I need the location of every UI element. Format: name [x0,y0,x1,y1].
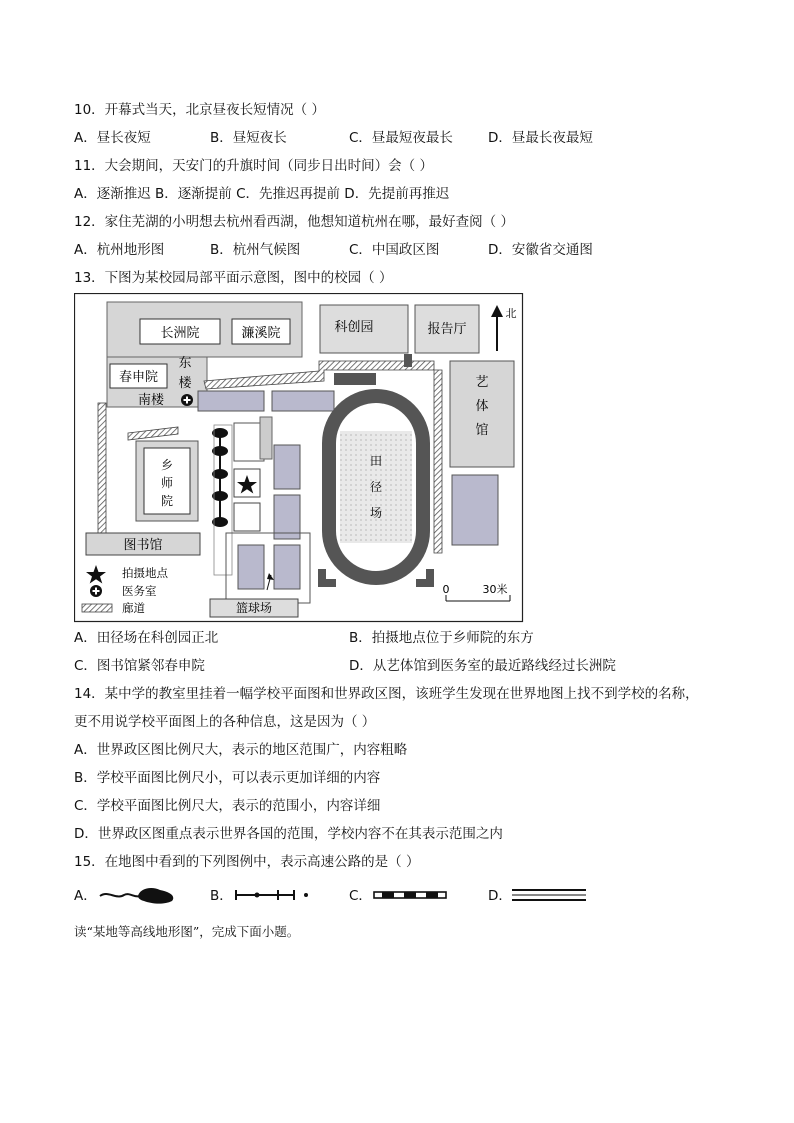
legend-corridor-swatch [82,604,112,612]
legend-highway-icon [372,884,452,906]
tianjing-label-3: 场 [369,506,383,520]
chunshen-label: 春申院 [118,370,159,385]
q10-option-d[interactable]: D．昼最长夜最短 [488,130,593,146]
library-label: 图书馆 [123,538,163,553]
clinic-icon [181,394,193,406]
basketball-label: 篮球场 [235,601,273,615]
q14-stem-line2: 更不用说学校平面图上的各种信息，这是因为（ ） [74,714,376,730]
block-e1 [274,445,300,489]
xiangshi-label-1: 乡 [160,458,174,472]
passage-intro: 读“某地等高线地形图”，完成下面小题。 [74,924,300,939]
q12-stem: 12．家住芜湖的小明想去杭州看西湖，他想知道杭州在哪，最好查阅（ ） [74,214,514,230]
xiangshi-label-3: 院 [160,494,174,508]
dark-block-1 [334,373,376,385]
tianjing-label-2: 径 [369,480,383,494]
q11-stem: 11．大会期间，天安门的升旗时间（同步日出时间）会（ ） [74,158,433,174]
q12-option-a[interactable]: A．杭州地形图 [74,242,165,258]
q14-option-d[interactable]: D．世界政区图重点表示世界各国的范围，学校内容不在其表示范围之内 [74,826,503,842]
nanlou-label: 南楼 [137,393,165,408]
legend-river-icon [98,884,178,906]
q14-option-c[interactable]: C．学校平面图比例尺大，表示的范围小，内容详细 [74,798,381,814]
q10-stem: 10．开幕式当天，北京昼夜长短情况（ ） [74,102,325,118]
q14-option-a[interactable]: A．世界政区图比例尺大，表示的地区范围广，内容粗略 [74,742,408,758]
q15-label-b[interactable]: B． [210,888,233,904]
xiangshi-label-2: 师 [160,476,174,490]
q11-options[interactable]: A．逐渐推迟 B．逐渐提前 C．先推迟再提前 D．先提前再推迟 [74,186,450,202]
lianxi-label: 濂溪院 [241,326,281,341]
q15-stem: 15．在地图中看到的下列图例中，表示高速公路的是（ ） [74,854,420,870]
yiti-label-1: 艺 [475,375,489,390]
north-label: 北 [505,307,517,320]
q13-option-a[interactable]: A．田径场在科创园正北 [74,630,219,646]
campus-map [74,293,524,623]
dark-block-2 [404,354,412,367]
block-thin [260,417,272,459]
q12-option-b[interactable]: B．杭州气候图 [210,242,301,258]
q10-option-b[interactable]: B．昼短夜长 [210,130,287,146]
kechuang-label: 科创园 [334,320,374,335]
q13-stem: 13．下图为某校园局部平面示意图，图中的校园（ ） [74,270,393,286]
legend-corridor-label: 廊道 [122,601,145,615]
legend-railway-icon [234,884,314,906]
q15-label-c[interactable]: C． [349,888,372,904]
q13-option-c[interactable]: C．图书馆紧邻春申院 [74,658,205,674]
q13-option-b[interactable]: B．拍摄地点位于乡师院的东方 [349,630,534,646]
yiti-label-2: 体 [475,399,489,414]
donglou-label-1: 东 [178,356,192,371]
block-n2 [272,391,334,411]
donglou-label-2: 楼 [178,376,192,391]
corridor-west [98,403,106,538]
q12-option-d[interactable]: D．安徽省交通图 [488,242,593,258]
q13-option-d[interactable]: D．从艺体馆到医务室的最近路线经过长洲院 [349,658,616,674]
q14-option-b[interactable]: B．学校平面图比例尺小，可以表示更加详细的内容 [74,770,381,786]
scale-zero: 0 [442,583,450,596]
q12-option-c[interactable]: C．中国政区图 [349,242,440,258]
east-building [452,475,498,545]
tianjing-label-1: 田 [369,454,383,468]
block-n1 [198,391,264,411]
legend-photo-label: 拍摄地点 [122,566,168,580]
q15-label-a[interactable]: A． [74,888,97,904]
yiti-label-3: 馆 [475,423,489,438]
block-e3 [274,545,300,589]
block-small [234,503,260,531]
baogao-label: 报告厅 [427,322,467,337]
legend-double-line-icon [510,884,590,906]
q10-option-a[interactable]: A．昼长夜短 [74,130,151,146]
block-e2 [274,495,300,539]
q10-option-c[interactable]: C．昼最短夜最长 [349,130,453,146]
scale-value: 30米 [482,583,508,596]
block-w3 [238,545,264,589]
q14-stem-line1: 14．某中学的教室里挂着一幅学校平面图和世界政区图，该班学生发现在世界地图上找不到学校的名称， [74,686,699,702]
changzhou-label: 长洲院 [160,326,200,341]
legend-clinic-icon [90,585,102,597]
legend-clinic-label: 医务室 [122,584,157,598]
q15-label-d[interactable]: D． [488,888,512,904]
